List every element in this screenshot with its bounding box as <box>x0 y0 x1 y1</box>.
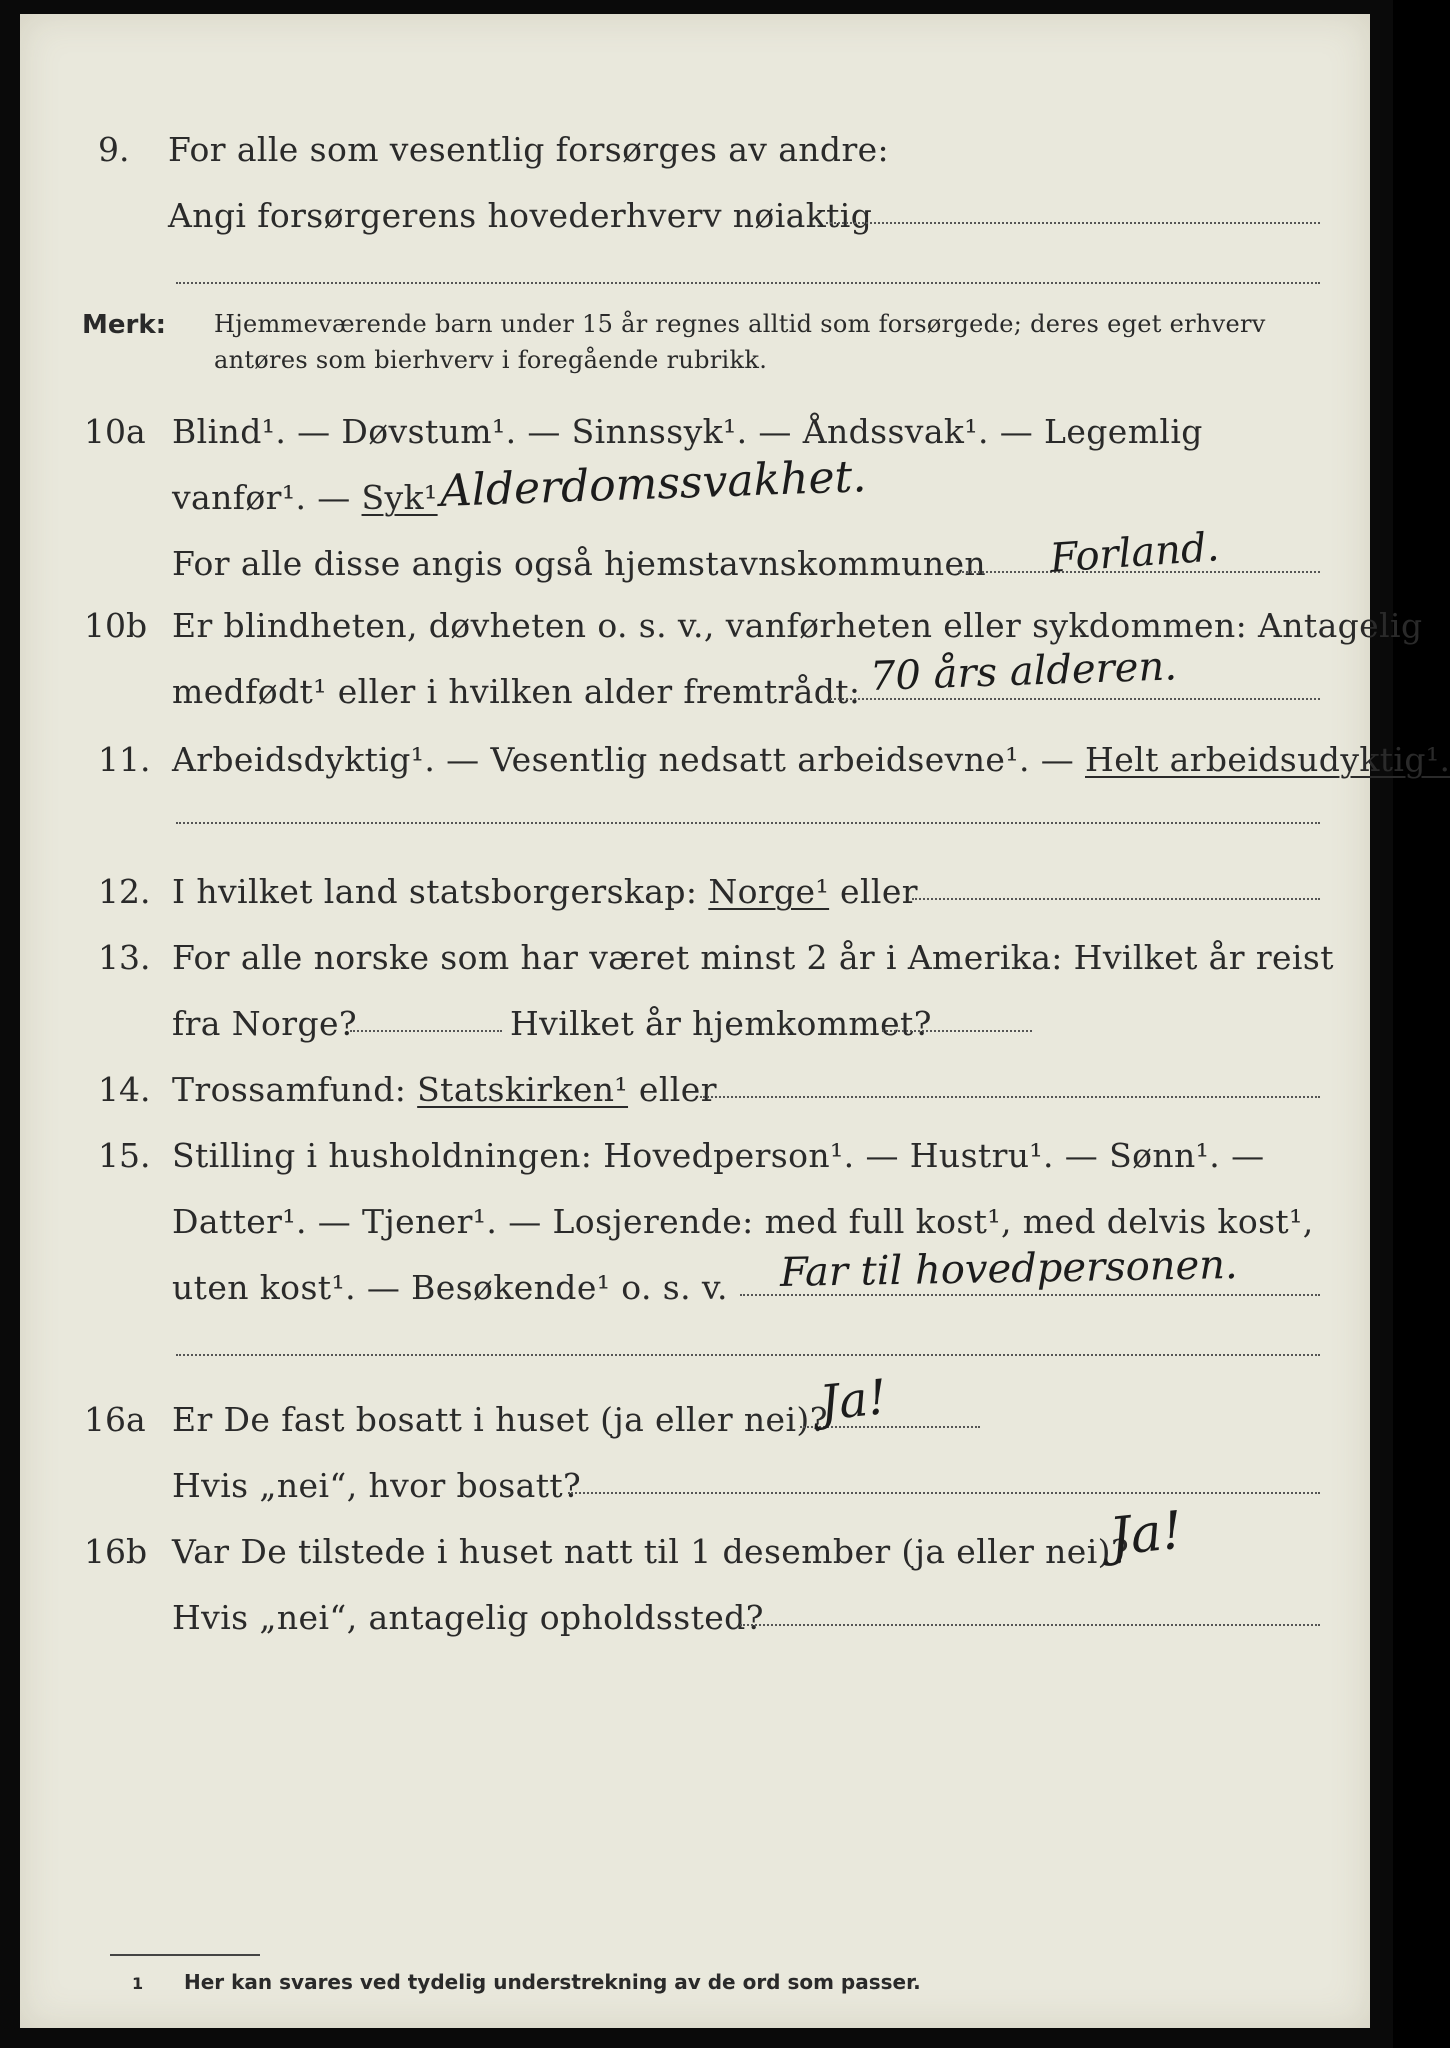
q9-answer-line[interactable] <box>826 222 1320 224</box>
q13-question: For alle norske som har været minst 2 år i Amerika: Hvilket år reist <box>172 938 1334 977</box>
q16b-whereabouts-line[interactable] <box>740 1624 1320 1626</box>
q12-label: I hvilket land statsborgerskap: <box>172 872 709 911</box>
q15-options-line3: uten kost¹. — Besøkende¹ o. s. v. <box>172 1268 728 1307</box>
q15-answer-line-2[interactable] <box>176 1354 1320 1356</box>
q10a-municipality-answer: Forland. <box>1048 524 1221 582</box>
footnote-text: Her kan svares ved tydelig understrekning av de ord som passer. <box>184 1970 921 1994</box>
q11-work-capacity <box>172 740 1450 779</box>
q12-citizenship <box>172 872 918 911</box>
q16a-number: 16a <box>84 1400 146 1439</box>
q14-number: 14. <box>98 1070 151 1109</box>
q10a-line2 <box>172 478 438 517</box>
q9-number: 9. <box>98 130 130 169</box>
q15-options-line2: Datter¹. — Tjener¹. — Losjerende: med full kost¹, med delvis kost¹, <box>172 1202 1314 1241</box>
q10a-number: 10a <box>84 412 146 451</box>
q16a-answer: Ja! <box>817 1369 890 1432</box>
q16a-residence-label: Hvis „nei“, hvor bosatt? <box>172 1466 582 1505</box>
merk-note-line1: Hjemmeværende barn under 15 år regnes alltid som forsørgede; deres eget erhverv <box>214 310 1266 338</box>
q11-number: 11. <box>98 740 151 779</box>
q10b-question: Er blindheten, døvheten o. s. v., vanførheten eller sykdommen: Antagelig <box>172 606 1423 645</box>
q16b-question: Var De tilstede i huset natt til 1 desember (ja eller nei)? <box>172 1532 1130 1571</box>
q16a-question: Er De fast bosatt i huset (ja eller nei)? <box>172 1400 828 1439</box>
q14-eller: eller <box>628 1070 717 1109</box>
q10a-home-municipality-label: For alle disse angis også hjemstavnskommunen <box>172 544 987 583</box>
q13-returned-line[interactable] <box>882 1030 1032 1032</box>
q10b-onset-label: medfødt¹ eller i hvilken alder fremtrådt: <box>172 672 861 711</box>
q9-question: For alle som vesentlig forsørges av andre: <box>168 130 890 169</box>
q14-marked-statskirken: Statskirken¹ <box>417 1070 629 1109</box>
q15-household-position: Stilling i husholdningen: Hovedperson¹. — Hustru¹. — Sønn¹. — <box>172 1136 1265 1175</box>
q11-options: Arbeidsdyktig¹. — Vesentlig nedsatt arbeidsevne¹. — <box>172 740 1086 779</box>
footnote-rule <box>110 1954 260 1956</box>
merk-label: Merk: <box>82 310 167 340</box>
q12-answer-line[interactable] <box>912 898 1320 900</box>
q12-marked-norge: Norge¹ <box>708 872 830 911</box>
q10a-syk-marked: Syk¹ <box>361 478 438 517</box>
q10b-number: 10b <box>84 606 148 645</box>
q13-returned-label: Hvilket år hjemkommet? <box>510 1004 932 1043</box>
q10a-disabilities: Blind¹. — Døvstum¹. — Sinnssyk¹. — Åndssvak¹. — Legemlig <box>172 412 1203 451</box>
q16a-residence-line[interactable] <box>568 1492 1320 1494</box>
q16b-whereabouts-label: Hvis „nei“, antagelig opholdssted? <box>172 1598 764 1637</box>
q10a-illness-answer: Alderdomssvakhet. <box>439 451 868 517</box>
q14-answer-line[interactable] <box>700 1096 1320 1098</box>
q12-number: 12. <box>98 872 151 911</box>
q14-religion <box>172 1070 717 1109</box>
q13-number: 13. <box>98 938 151 977</box>
q9-answer-line-2[interactable] <box>176 282 1320 284</box>
merk-note-line2: antøres som bierhverv i foregående rubrikk. <box>214 346 768 374</box>
footnote-mark: 1 <box>132 1974 144 1993</box>
q11-answer-line[interactable] <box>176 822 1320 824</box>
q13-emigrated-label: fra Norge? <box>172 1004 358 1043</box>
q16b-answer: Ja! <box>1106 1500 1186 1568</box>
q10b-answer: 70 års alderen. <box>869 643 1178 700</box>
q13-emigrated-line[interactable] <box>350 1030 502 1032</box>
q16b-number: 16b <box>84 1532 148 1571</box>
census-form-sheet <box>20 14 1450 2028</box>
q12-eller: eller <box>829 872 918 911</box>
q15-answer: Far til hovedpersonen. <box>779 1242 1239 1296</box>
q15-number: 15. <box>98 1136 151 1175</box>
q14-label: Trossamfund: <box>172 1070 418 1109</box>
q9-provider-occupation-label: Angi forsørgerens hovederhverv nøiaktig <box>168 196 873 235</box>
q10a-vanfor: vanfør¹. — <box>172 478 362 517</box>
q11-marked-option: Helt arbeidsudyktig¹. <box>1085 740 1450 779</box>
